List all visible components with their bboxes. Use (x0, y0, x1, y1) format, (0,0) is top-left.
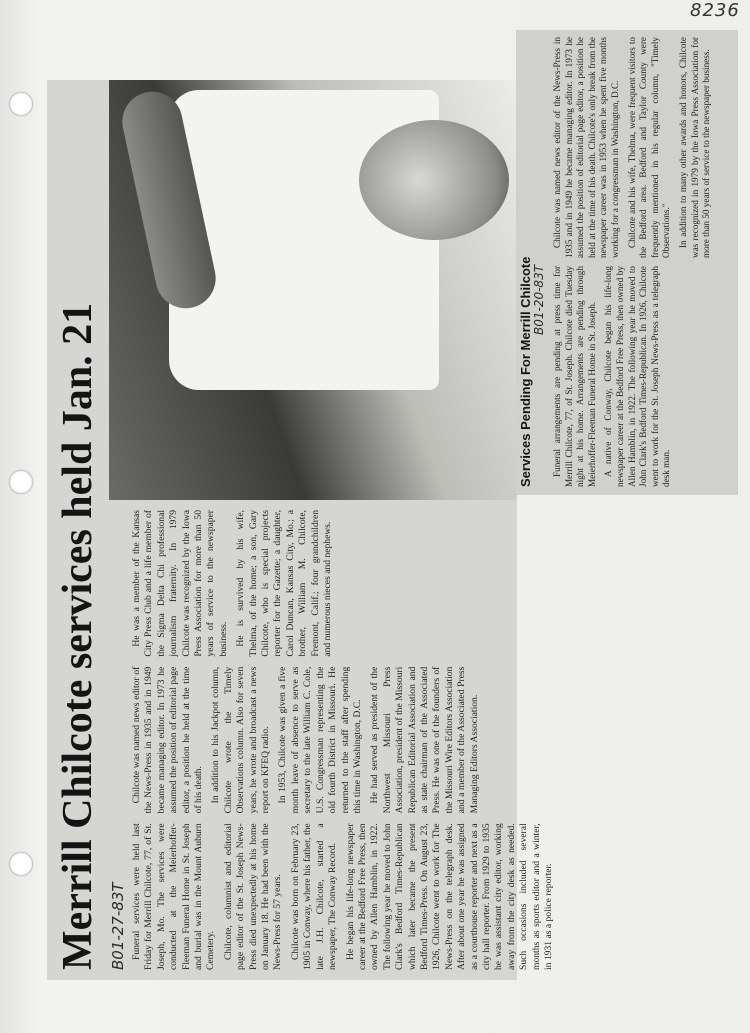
sidebar-column (552, 37, 734, 258)
article-paragraph: He is survived by his wife, Thelma, of the home; a son, Gary Chilcote, who is special projects reporter for the Gazette; a daughter, Carol Duncan, Kansas City, Mo.; a brother, William M. Chilcote, Fremont, Calif.; four grandchildren and numerous nieces and nephews. (235, 509, 334, 657)
article-headline: Merrill Chilcote services held Jan. 21 (55, 302, 101, 970)
article-paragraph: He began his life-long newspaper career at the Bedford Free Press, then owned by Allen Hamblin, in 1922. The following year he moved to John Clark's Bedford Times-Republican which later became the present Bedford Times-Press. On August 23, 1926, Chilcote went to work for The News-Press on the telegraph desk. After about one year he was assigned as a courthouse reporter and next as a city hall reporter. From 1929 to 1935 he was assistant city editor, working away from the city desk as needed. Such occasions included several months as sports editor and a winter, in 1931 as a police reporter. (344, 823, 554, 970)
sidebar-paragraph: Funeral arrangements are pending at press time for Merrill Chilcote, 77, of St. Joseph. Chilcote died Tuesday night at his home. Arrangements are pending through Meierhoffer-Fleeman Funeral Home in St. Joseph. (552, 266, 597, 487)
punch-hole (9, 852, 33, 876)
article-paragraph: Chilcote was named news editor of the News-Press in 1935 and in 1949 became managing editor. In 1973 he assumed the position of editorial page editor, a position he held at the time of his death. (131, 666, 205, 814)
article-paragraph: He was a member of the Kansas City Press Club and a life member of the Sigma Delta Chi professional journalism fraternity. In 1979 Chilcote was recognized by the Iowa Press Association for more than 50 years of service to the newspaper business. (131, 509, 229, 657)
sidebar-paragraph: Chilcote and his wife, Thelma, were frequent visitors to the Bedford area. Bedford and Taylor County were frequently mentioned in his regular column, "Timely Observations." (626, 37, 672, 258)
punch-hole (9, 92, 33, 116)
article-paragraph: Chilcote was born on February 23, 1905 in Conway, where his father, the late J.H. Chilcote, started a newspaper, The Conway Record. (289, 823, 339, 970)
article-paragraph: He had served as president of the Northwest Missouri Press Association, president of the Missouri Republican Editorial Association and as state chairman of the Associated Press. He was one of the founders of the Missouri Wire Editors Association and a member of the Associated Press Managing Editors Association. (369, 666, 480, 814)
portrait-photo (109, 80, 517, 500)
article-column (131, 667, 511, 814)
sidebar-headline: Services Pending For Merrill Chilcote (518, 256, 533, 487)
sheet-number: 8236 (690, 0, 740, 21)
article-body (131, 509, 554, 970)
sidebar-paragraph: A native of Conway, Chilcote began his life-long newspaper career at the Bedford Free Press, then owned by Allen Hamblin, in 1922. The following year he moved to John Clark's Bedford Times-Republican. In 1926, Chilcote went to work for the St. Joseph News-Press as a telegraph desk man. (603, 266, 672, 487)
article-paragraph: In 1953, Chilcote was given a five month leave of absence to serve as secretary to the late William C. Cole, U.S. Congressman representing the old fourth District in Missouri. He returned to the staff after spending this time in Washington, D.C. (277, 666, 363, 814)
handwritten-code: B01-27-83T (109, 882, 127, 970)
punch-hole (9, 470, 33, 494)
article-paragraph: Chilcote, columnist and editorial page editor of the St. Joseph News-Press died unexpectedly at his home on January 18. He had been with the News-Press for 57 years. (222, 823, 284, 970)
sidebar-body (552, 37, 734, 487)
services-pending-clipping (516, 30, 738, 495)
handwritten-code: B01-20-83T (532, 264, 546, 335)
article-column (131, 823, 554, 970)
photo-head (359, 120, 509, 240)
article-column (131, 510, 511, 657)
article-paragraph: Funeral services were held last Friday for Merrill Chilcote, 77, of St. Joseph, Mo. The services were conducted at the Meierhoffer-Fleeman Funeral Home in St. Joseph and burial was in the Mount Auburn Cemetery. (131, 823, 217, 970)
sidebar-column (552, 266, 734, 487)
sidebar-paragraph: In addition to many other awards and honors, Chilcote was recognized in 1979 by the Iowa Press Association for more than 50 years of service to the newspaper business. (677, 37, 712, 258)
sidebar-paragraph: Chilcote was named news editor of the News-Press in 1935 and in 1949 he became managing editor. In 1973 he assumed the position of editorial page editor, a position he held at the time of his death. Chilcote's only break from the newspaper career was in 1953 when he spent five months working for a congressman in Washington, D.C. (552, 37, 620, 258)
article-paragraph: In addition to his Jackpot column, Chilcote wrote the Timely Observations column. Also for seven years, he wrote and broadcast a news report on KFEQ radio. (210, 666, 272, 814)
